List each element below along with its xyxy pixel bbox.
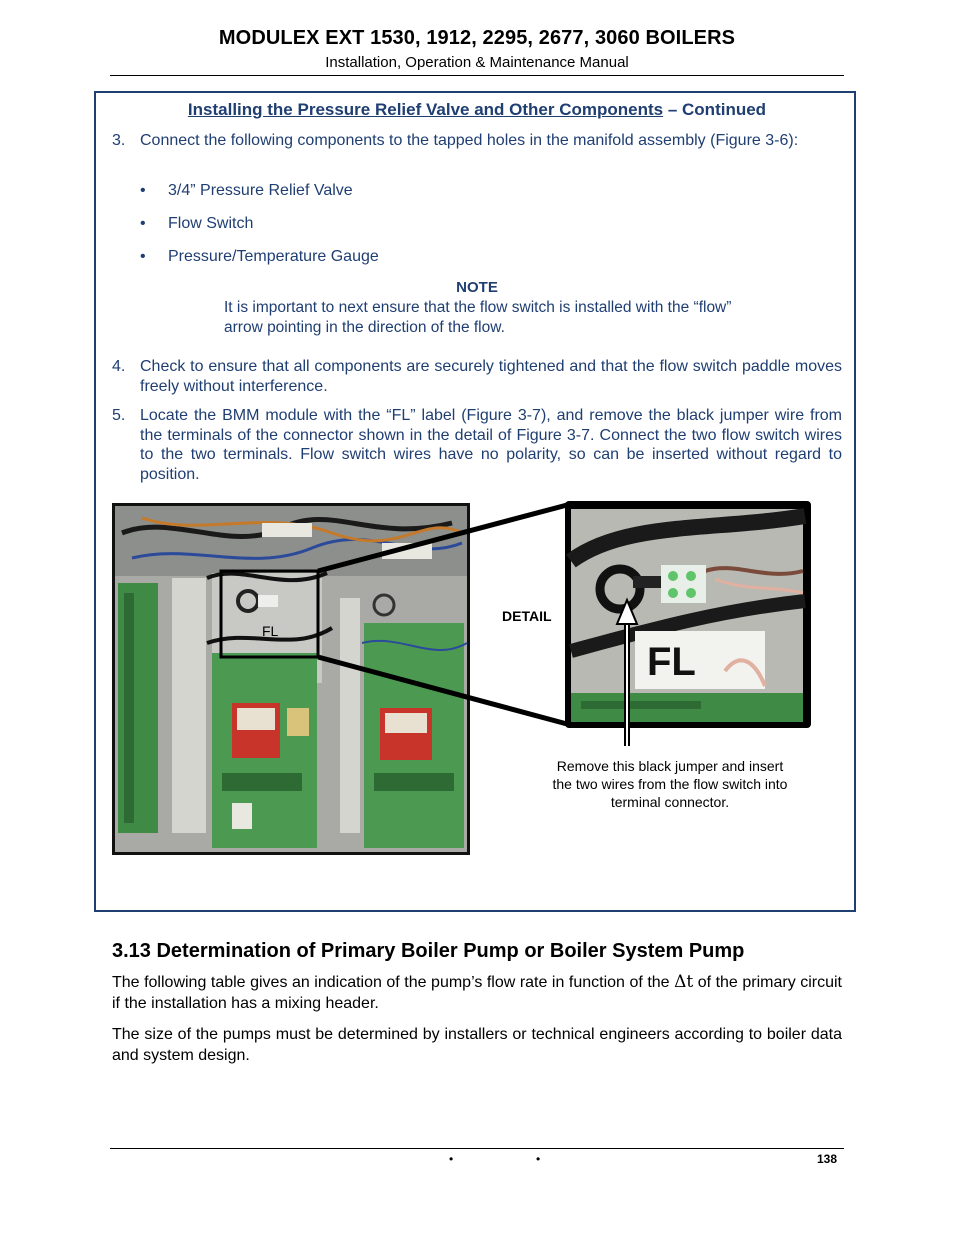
fl-label: FL xyxy=(262,623,279,639)
detail-label: DETAIL xyxy=(502,608,552,624)
note-text: It is important to next ensure that the flow switch is installed with the “flow” arrow pointing in the direction of the flow. xyxy=(224,299,732,336)
section-paragraph-1 xyxy=(112,972,842,1014)
section-heading: 3.13 Determination of Primary Boiler Pump or Boiler System Pump xyxy=(112,940,745,962)
section-paragraph-2: The size of the pumps must be determined by installers or technical engineers according to boiler data and system design. xyxy=(112,1026,842,1064)
step-5 xyxy=(112,406,842,484)
bullet-icon: • xyxy=(140,248,146,265)
step-text: Connect the following components to the tapped holes in the manifold assembly (Figure 3-6): xyxy=(140,132,799,149)
header-rule xyxy=(110,75,844,76)
footer-dot: • xyxy=(536,1152,541,1166)
delta-t-symbol: Δt xyxy=(674,972,694,992)
step-text: Locate the BMM module with the “FL” label (Figure 3-7), and remove the black jumper wire from the terminals of the connector shown in the detail of Figure 3-7. Connect the two flow switch wires to the two terminals. Flow switch wires have no polarity, so can be inserted without regard to position. xyxy=(140,407,842,483)
figure-caption: Remove this black jumper and insert the two wires from the flow switch into terminal connector. xyxy=(552,758,788,810)
note-heading: NOTE xyxy=(456,279,498,296)
bullet-text: Flow Switch xyxy=(168,215,254,232)
footer-dot: • xyxy=(449,1152,454,1166)
bullet-text: Pressure/Temperature Gauge xyxy=(168,248,379,265)
detail-photo xyxy=(565,501,811,728)
bullet-icon: • xyxy=(140,215,146,232)
box-title-suffix: – Continued xyxy=(667,100,767,119)
bullet-icon: • xyxy=(140,182,146,199)
page-number: 138 xyxy=(817,1152,838,1166)
detail-fl-label: FL xyxy=(647,640,696,684)
step-text: Check to ensure that all components are securely tightened and that the flow switch paddle moves freely without interference. xyxy=(140,358,842,395)
step-number: 4. xyxy=(112,358,126,375)
paragraph-text: of the primary circuit if the installation has a mixing header. xyxy=(112,974,842,1012)
document-subtitle: Installation, Operation & Maintenance Manual xyxy=(325,54,629,71)
step-number: 5. xyxy=(112,407,126,424)
box-title xyxy=(0,100,954,120)
bullet-text: 3/4” Pressure Relief Valve xyxy=(168,182,353,199)
box-title-main: Installing the Pressure Relief Valve and Other Components xyxy=(187,100,664,119)
step-3 xyxy=(112,131,842,151)
paragraph-text: The following table gives an indication of the pump’s flow rate in function of the xyxy=(112,974,675,991)
step-number: 3. xyxy=(112,132,126,149)
footer-rule xyxy=(110,1148,844,1149)
step-4 xyxy=(112,357,842,396)
control-panel-photo xyxy=(112,503,470,855)
document-title: MODULEX EXT 1530, 1912, 2295, 2677, 3060 BOILERS xyxy=(218,27,736,49)
